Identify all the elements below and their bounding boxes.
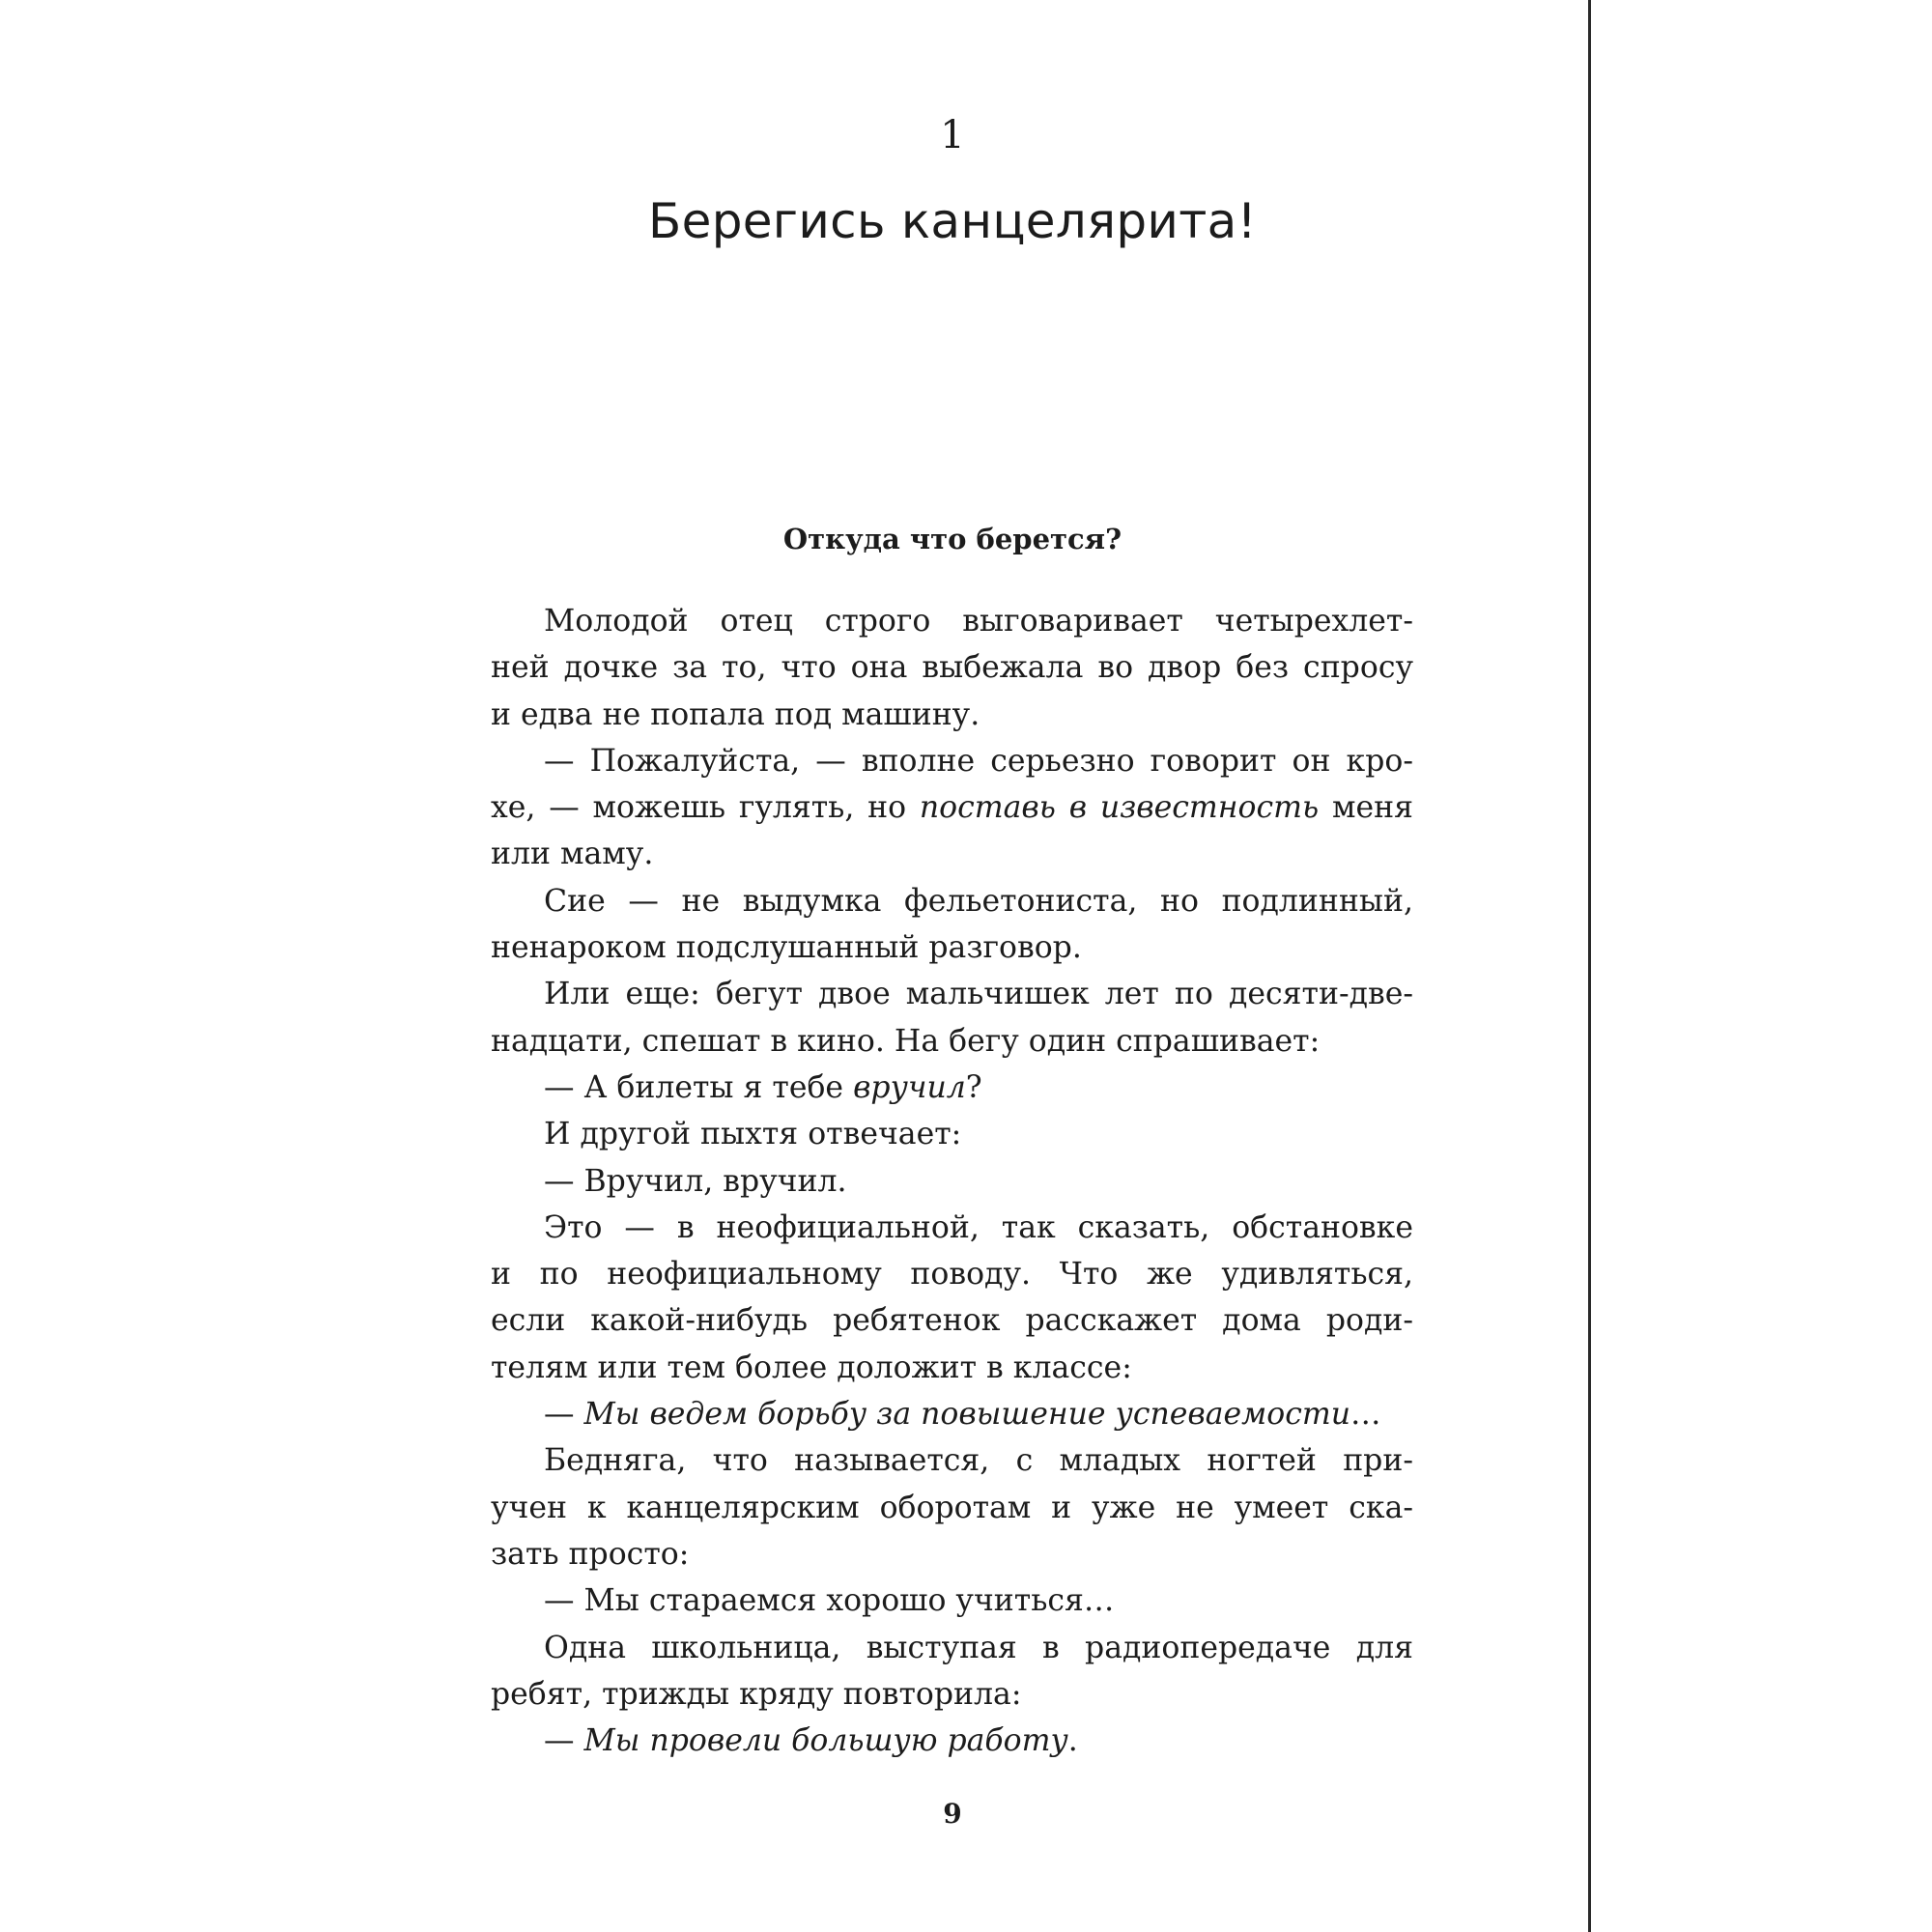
body-text xyxy=(491,598,1413,1764)
text-line: надцати, спешат в кино. На бегу один спрашивает: xyxy=(491,1023,1321,1059)
text-line: ненароком подслушанный разговор. xyxy=(491,930,1082,966)
text-line: Или еще: бегут двое мальчишек лет по десяти-две- xyxy=(544,977,1413,1012)
text-line: и по неофициальному поводу. Что же удивляться, xyxy=(491,1257,1413,1293)
text-line: — Мы стараемся хорошо учиться… xyxy=(544,1583,1115,1619)
text-line: ней дочке за то, что она выбежала во двор без спросу xyxy=(491,650,1413,686)
chapter-title: Берегись канцелярита! xyxy=(648,193,1257,249)
text-line: Одна школьница, выступая в радиопередаче для xyxy=(544,1630,1413,1665)
text-line: зать просто: xyxy=(491,1536,690,1572)
text-line: хе, — можешь гулять, но поставь в известность меня xyxy=(491,790,1413,826)
text-line: Молодой отец строго выговаривает четырехлет- xyxy=(544,604,1413,639)
text-line: ребят, трижды кряду повторила: xyxy=(491,1676,1022,1712)
text-line: Это — в неофициальной, так сказать, обстановке xyxy=(544,1209,1413,1245)
text-line: телям или тем более доложит в классе: xyxy=(491,1350,1132,1385)
text-line: учен к канцелярским оборотам и уже не умеет ска- xyxy=(491,1490,1413,1525)
text-line: — Пожалуйста, — вполне серьезно говорит он кро- xyxy=(544,743,1413,779)
section-title: Откуда что берется? xyxy=(782,523,1122,555)
text-line: — А билеты я тебе вручил? xyxy=(544,1069,982,1105)
chapter-number: 1 xyxy=(940,113,965,157)
text-line: — Мы ведем борьбу за повышение успеваемости… xyxy=(544,1397,1381,1433)
text-line: Сие — не выдумка фельетониста, но подлинный, xyxy=(544,883,1413,919)
page-number: 9 xyxy=(943,1798,962,1830)
text-line: — Мы провели большую работу. xyxy=(544,1723,1078,1759)
text-line: Бедняга, что называется, с младых ногтей при- xyxy=(544,1443,1413,1479)
text-line: и едва не попала под машину. xyxy=(491,696,980,732)
text-line: — Вручил, вручил. xyxy=(544,1163,847,1199)
page-edge-divider xyxy=(1588,0,1591,1932)
text-line: если какой-нибудь ребятенок расскажет дома роди- xyxy=(491,1303,1413,1339)
text-line: И другой пыхтя отвечает: xyxy=(544,1117,962,1152)
text-line: или маму. xyxy=(491,837,654,872)
